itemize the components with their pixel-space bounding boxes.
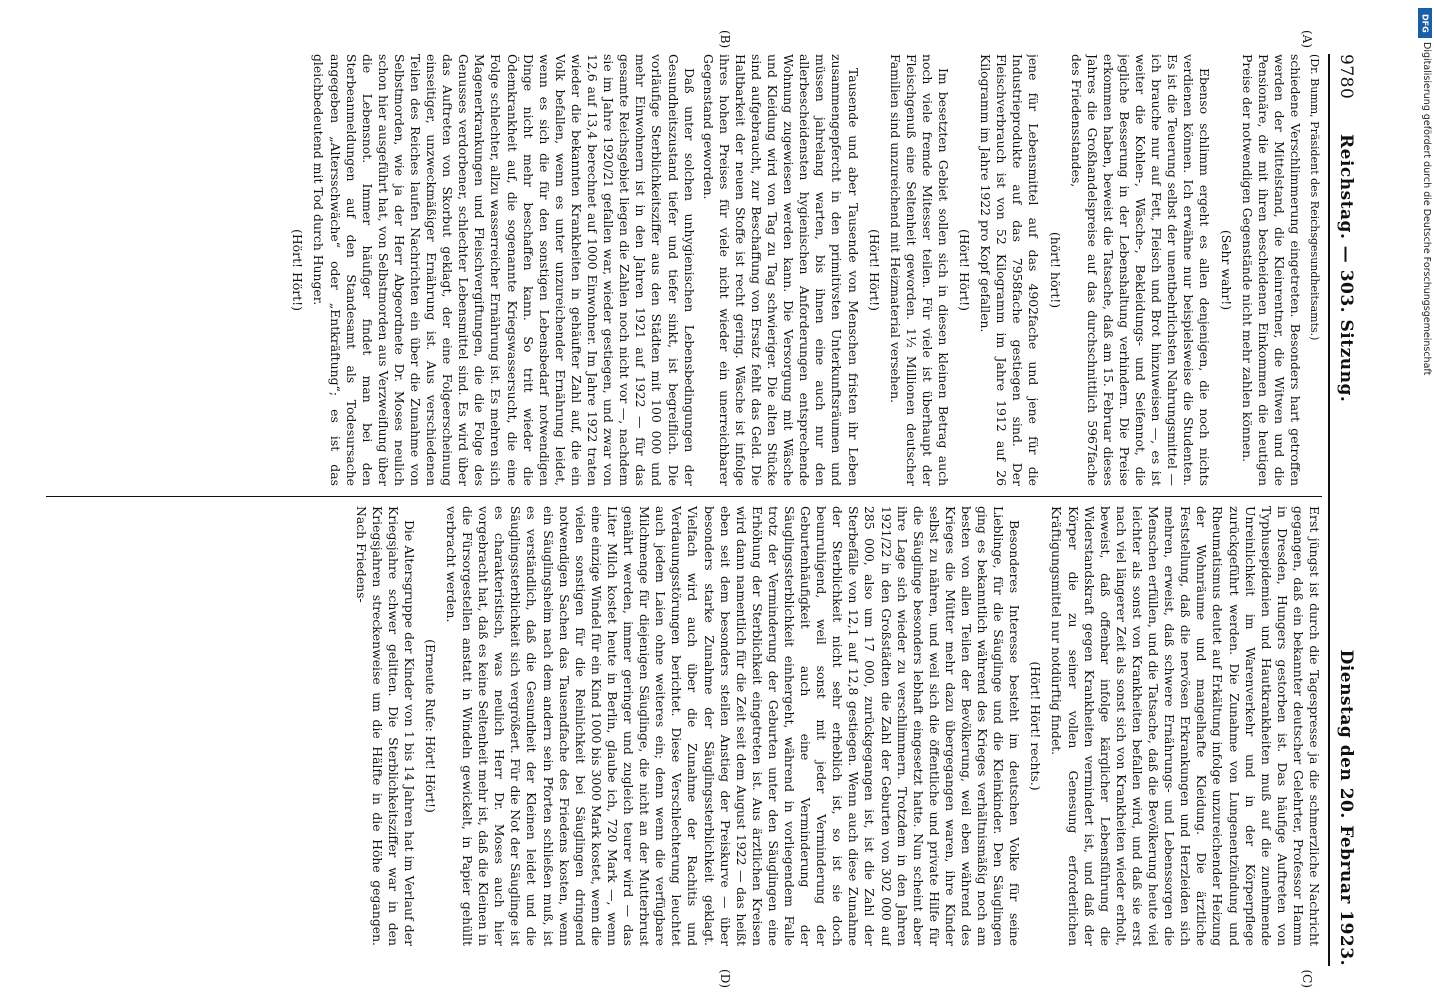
paragraph: Die Altersgruppe der Kinder von 1 bis 14 Jahren hat im Verlauf der Kriegsjahre schwer gelitten. Die Sterblichkeitsziffer war in den Kriegsjahren streckenweise um die Hälfte in die Höhe gegangen. Nach Friedens- <box>353 506 417 946</box>
paragraph: Erst jüngst ist durch die Tagespresse ja die schmerzliche Nachricht gegangen, daß ein bekannter deutscher Gelehrter, Professor Hamm in Dresden, Hungers gestorben ist. Das häufige Auftreten von Typhusepidemien und Hautkrankheiten muß auf die zunehmende Unreinlichkeit im Warenverkehr und in der Körperpflege zurückgeführt werden. Die Zunahme von Lungenentzündung und Rheumatismus deutet auf Erkältung infolge unzureichender Heizung der Wohnräume und mangelhafte Kleidung. Die ärztliche Feststellung, daß die nervösen Erkrankungen und Herzleiden sich mehren, erweist, daß schwere Ernährungs- und Lebenssorgen die Menschen erfüllen, und die Tatsache, daß die Bevölkerung heute viel leichter als sonst von Krankheiten befallen wird, und daß sie erst nach viel längerer Zeit als sonst sich von Krankheiten wieder erholt, beweist, daß offenbar infolge kärglicher Lebensführung die Widerstandskraft gegen Krankheiten vermindert ist, und daß der Körper die zu seiner vollen Genesung erforderlichen Kräftigungsmittel nur notdürftig findet. <box>1049 506 1322 946</box>
column-divider <box>46 496 1322 497</box>
paragraph: Tausende und aber Tausende von Menschen fristen ihr Leben zusammengepfercht in den primitivsten Unterkunftsräumen und müssen jahrelang warten, bis ihnen eine auch nur den allerbescheidensten hygienischen Anforderungen entsprechende Wohnung zugewiesen werden kann. Die Versorgung mit Wäsche und Kleidung wird von Tag zu Tag schwieriger. Die alten Stücke sind aufgebraucht, zur Beschaffung von Ersatz fehlt das Geld. Die Haltbarkeit der neuen Stoffe ist recht gering. Wäsche ist infolge ihres hohen Preises für viele nicht wieder ein unerreichbarer Gegenstand geworden. <box>700 54 861 486</box>
paragraph: jene für Lebensmittel auf das 4902fache und jene für die Industrieprodukte auf das 7958fache gestiegen sind. Der Fleischverbrauch ist von 52 Kilogramm im Jahre 1912 auf 26 Kilogramm im Jahre 1922 pro Kopf gefallen. <box>978 54 1042 486</box>
right-column <box>46 506 1322 946</box>
interjection: (Hört! Hört!) <box>957 229 973 311</box>
interjection: (Sehr wahr!) <box>1218 229 1234 311</box>
margin-marker-c: (C) <box>1300 969 1314 988</box>
interjection: (Hört! Hört!) <box>866 229 882 311</box>
session-date: Dienstag den 20. Februar 1923. <box>1336 649 1356 966</box>
paragraph: Besonderes Interesse besteht im deutschen Volke für seine Lieblinge, für die Säuglinge und die Kleinkinder. Den Säuglingen ging es bekanntlich während des Krieges verhältnismäßig noch am besten von allen Teilen der Bevölkerung, weil eben während des Krieges die Mütter mehr dazu übergegangen waren, ihre Kinder selbst zu nähren, und weil sich die öffentliche und private Hilfe für die Säuglinge besonders lebhaft eingesetzt hatte. Nun scheint aber ihre Lage sich wieder zu verschlimmern. Trotzdem in den Jahren 1921/22 in den Großstädten die Zahl der Geburten von 302 000 auf 285 000, also um 17 000, zurückgegangen ist, ist die Zahl der Sterbefälle von 12,1 auf 12,8 gestiegen. Wenn auch diese Zunahme der Sterblichkeit nicht sehr erheblich ist, so ist sie doch beunruhigend, weil sonst mit jeder Verminderung der Geburtenhäufigkeit auch eine Verminderung der Säuglingssterblichkeit einhergeht, während in vorliegendem Falle trotz der Verminderung der Geburten unter den Säuglingen eine Erhöhung der Sterblichkeit eingetreten ist. Aus ärztlichen Kreisen wird dann namentlich für die Zeit seit dem August 1922 — das heißt eben seit dem besonders steilen Anstieg der Preiskurve — über besonders starke Zunahme der Säuglingssterblichkeit geklagt. Vielfach wird auch über die Zunahme der Rachitis und Verdauungsstörungen berichtet. Diese Verschlechterung leuchtet auch jedem Laien ohne weiteres ein; denn wenn die verfügbare Milchmenge für diejenigen Säuglinge, die nicht an der Mutterbrust genährt werden, immer geringer und zugleich teurer wird — das Liter Milch kostet heute in Berlin, glaube ich, 720 Mark —, wenn eine einzige Windel für ein Kind 1000 bis 3000 Mark kostet, wenn die vielen sonstigen für die Reinlichkeit bei Säuglingen dringend notwendigen Sachen das Tausendfache des Friedens kosten, wenn ein Säuglingsheim nach dem andern sein Pforten schließen muß, ist es verständlich, daß die Gesundheit der Kleinen leidet und die Säuglingssterblichkeit sich vergrößert. Für die Not der Säuglinge ist es charakteristisch, was neulich Herr Dr. Moses auch hier vorgebracht hat, daß es keine Seltenheit mehr ist, daß die Kleinen in die Fürsorgestellen anstatt in Windeln gewickelt, in Papier gehüllt verbracht werden. <box>444 506 1023 946</box>
paragraph: (Dr. Bumm, Präsident des Reichsgesundheitsamts.) <box>1308 54 1321 341</box>
margin-marker-d: (D) <box>718 969 732 988</box>
digitization-credit: Digitalisierung gefördert durch die Deutsche Forschungsgemeinschaft <box>1421 42 1432 376</box>
paragraph: Daß unter solchen unhygienischen Lebensbedingungen der Gesundheitszustand tiefer und tiefer sinkt, ist begreiflich. Die vorläufige Sterblichkeitsziffer aus den Städten mit 100 000 und mehr Einwohnern ist in den Jahren 1921 auf 1922 — für das gesamte Reichsgebiet liegen die Zahlen noch nicht vor —, nachdem sie im Jahre 1920/21 gefallen war, wieder gestiegen, und zwar von 12,6 auf 13,4 berechnet auf 1000 Einwohner. Im Jahre 1922 traten wieder die bekannten Krankheiten in gehäufter Zahl auf, die ein Volk befallen, wenn es unter unzureichender Ernährung leidet, wenn es sich die für den sonstigen Lebensbedarf notwendigen Dinge nicht mehr beschaffen kann. So tritt wieder die Ödemkrankheit auf, die sogenannte Kriegswassersucht, die eine Folge schlechter, allzu wasserreicher Ernährung ist. Es mehren sich Magenerkrankungen und Fleischvergiftungen, die die Folge des Genusses verdorbener, schlechter Lebensmittel sind. Es wird über das Auftreten von Skorbut geklagt, der eine Folgeerscheinung einseitiger, unzweckmäßiger Ernährung ist. Aus verschiedenen Teilen des Reiches laufen Nachrichten ein über die Zunahme von Selbstmorden, wie ja der Herr Abgeordnete Dr. Moses neulich schon hier ausgeführt hat, von Selbstmorden aus Verzweiflung über die Lebensnot. Immer häufiger findet man bei den Sterbeanmeldungen auf den Standesamt als Todesursache angegeben „Altersschwäche“ oder „Entkräftung“; es ist das gleichbedeutend mit Tod durch Hunger. <box>311 54 697 486</box>
scanned-page <box>20 10 1380 990</box>
interjection: (Hört! Hört! rechts.) <box>1028 661 1044 791</box>
margin-marker-a: (A) <box>1300 30 1314 49</box>
page-header <box>1328 54 1358 966</box>
page-number: 9780 <box>1336 54 1356 100</box>
interjection: (Hört! Hört!) <box>290 229 306 311</box>
header-rule <box>1328 54 1330 966</box>
dfg-logo: DFG <box>1418 8 1432 38</box>
digitization-sidebar <box>1418 8 1432 992</box>
paragraph: Ebenso schlimm ergeht es allen denjenigen, die noch nichts verdienen können. Ich erwähne nur beispielsweise die Studenten. Es ist die Teuerung selbst der unentbehrlichsten Nahrungsmittel — ich brauche nur auf Fett, Fleisch und Brot hinzuweisen —, es ist weiter die Kohlen-, Wäsche-, Bekleidungs- und Seifennot, die jegliche Besserung in der Lebenshaltung verhindern. Die Preise erkommen haben, beweist die Tatsache, daß am 15. Februar dieses Jahres die Großhandelspreise auf das durchschnittlich 5967fache des Friedensstandes, <box>1068 54 1213 486</box>
paragraph: Im besetzten Gebiet sollen sich in diesen kleinen Betrag auch noch viele fremde Mitesser teilen. Für viele ist überhaupt der Fleischgenuß eine Seltenheit geworden. 1½ Millionen deutscher Familien sind unzureichend mit Heizmaterial versehen. <box>887 54 952 486</box>
interjection: (Erneute Rufe: Hört! Hört!) <box>422 639 438 813</box>
left-column <box>46 54 1322 486</box>
margin-marker-b: (B) <box>718 30 732 49</box>
paragraph: schiedene Verschlimmerung eingetreten. Besonders hart getroffen werden der Mittelstand, die Kleinrentner, die Witwen und die Pensionäre, die mit ihren bescheidenen Einkommen die heutigen Preise der notwendigen Gegenstände nicht mehr zahlen können. <box>1239 54 1303 486</box>
interjection: (hört! hört!) <box>1047 231 1063 309</box>
session-title: Reichstag. — 303. Sitzung. <box>1336 134 1356 403</box>
